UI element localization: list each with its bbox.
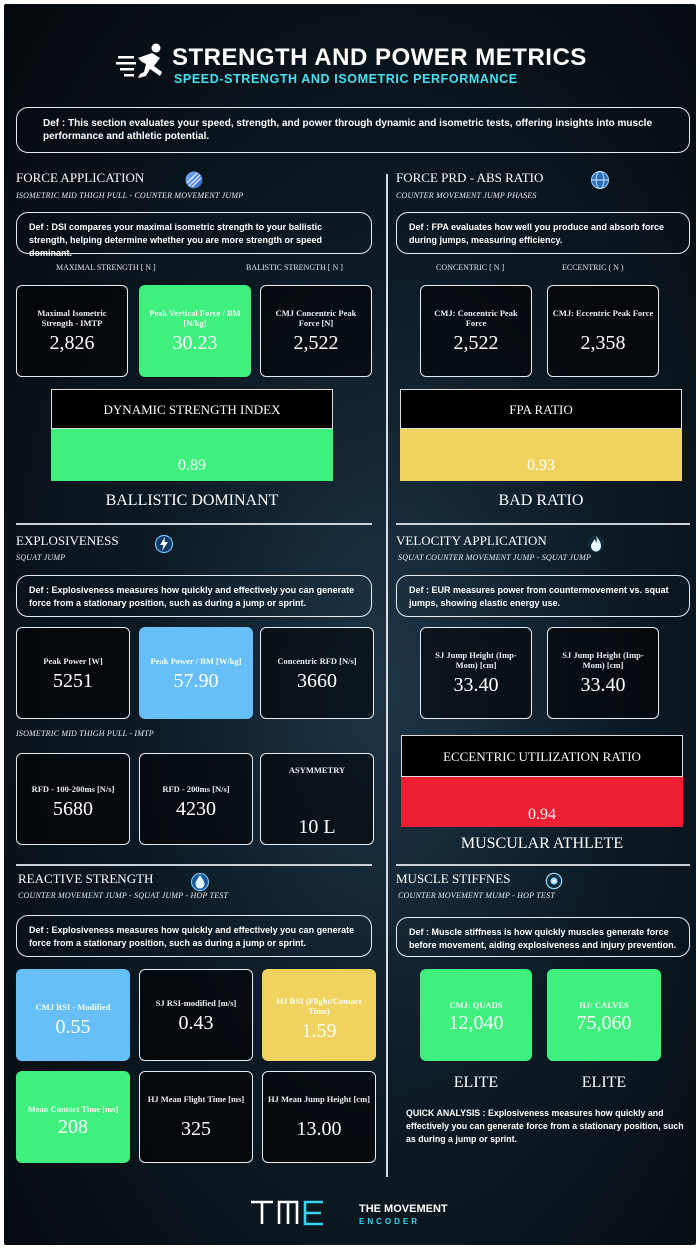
metric-card (260, 285, 372, 377)
metric-card (420, 285, 532, 377)
metric-label: Peak Vertical Force / BM [N/kg] (149, 308, 241, 328)
metric-card (139, 1071, 253, 1163)
reactive-strength-title: REACTIVE STRENGTH (18, 871, 154, 886)
metric-label: ASYMMETRY (288, 765, 346, 775)
section-divider (396, 864, 690, 866)
eur-verdict: MUSCULAR ATHLETE (460, 835, 624, 852)
concentric-header: CONCENTRIC [ N ] (436, 263, 505, 272)
water-drop-icon (190, 872, 210, 892)
metric-label: SJ Jump Height (Imp-Mom) [cm] (562, 650, 644, 670)
velocity-application-subtitle: SQUAT COUNTER MOVEMENT JUMP - SQUAT JUMP (398, 553, 592, 562)
globe-icon (590, 170, 610, 190)
metric-label: Mean Contact Time [ms] (27, 1104, 119, 1114)
metric-value: 10 L (298, 816, 336, 838)
metric-card (547, 285, 659, 377)
metric-label: Peak Power / BM [W/kg] (150, 656, 242, 666)
target-icon (545, 872, 563, 890)
metric-card (260, 753, 374, 845)
section-divider (16, 523, 372, 525)
metric-value: 0.43 (178, 1012, 214, 1034)
metric-value: 0.55 (55, 1016, 91, 1038)
eur-ratio-label: ECCENTRIC UTILIZATION RATIO (401, 735, 683, 777)
force-application-definition: Def : DSI compares your maximal isometric strength to your ballistic strength, helping determine whether you are more strength or speed dominant. (16, 212, 372, 254)
metric-value: 325 (181, 1118, 211, 1140)
reactive-strength-subtitle: COUNTER MOVEMENT JUMP - SQUAT JUMP - HOP TEST (18, 891, 229, 900)
metric-label: CMJ RSI - Modified (35, 1002, 111, 1012)
metric-label: RFD - 100-200ms [N/s] (31, 784, 115, 794)
muscle-stiffness-subtitle: COUNTER MOVEMENT MUMP - HOP TEST (398, 891, 555, 900)
metric-label: SJ Jump Height (Imp-Mom) [cm] (435, 650, 517, 670)
footer-brand: THE MOVEMENT (359, 1203, 448, 1215)
flame-icon (586, 534, 606, 554)
metric-card (547, 627, 659, 719)
metric-label: Peak Power [W] (43, 656, 103, 666)
metric-card (420, 969, 532, 1061)
dashboard-page (4, 4, 696, 1245)
metric-label: HJ RSI (Flight/Contact Time) (276, 996, 362, 1016)
column-divider (386, 174, 388, 1177)
metric-card (260, 627, 374, 719)
metric-label: RFD - 200ms [N/s] (162, 784, 230, 794)
fpa-ratio-label: FPA RATIO (400, 389, 682, 429)
explosiveness-title: EXPLOSIVENESS (16, 533, 119, 548)
metric-card (262, 1071, 376, 1163)
metric-value: 2,358 (580, 332, 626, 354)
sprinter-logo-icon (116, 42, 170, 86)
footer-brand-sub: ENCODER (359, 1217, 421, 1226)
ballistic-strength-header: BALISTIC STRENGTH [ N ] (246, 263, 343, 272)
maximal-strength-header: MAXIMAL STRENGTH [ N ] (56, 263, 156, 272)
metric-value: 3660 (297, 670, 337, 692)
metric-label: Concentric RFD [N/s] (277, 656, 357, 666)
metric-label: CMJ: QUADS (449, 1000, 503, 1010)
metric-value: 2,522 (453, 332, 499, 354)
metric-value: 75,060 (576, 1012, 632, 1034)
metric-label: HJ: CALVES (579, 1000, 629, 1010)
metric-label: HJ Mean Jump Height [cm] (268, 1094, 370, 1104)
section-definition: Def : This section evaluates your speed, strength, and power through dynamic and isometric tests, offering insights into muscle performance and athletic potential. (16, 107, 690, 153)
metric-card (16, 753, 130, 845)
section-divider (16, 864, 372, 866)
metric-value: 5251 (53, 670, 93, 692)
calves-verdict: ELITE (581, 1074, 627, 1091)
fpa-verdict: BAD RATIO (498, 492, 584, 509)
velocity-application-title: VELOCITY APPLICATION (396, 533, 547, 548)
force-application-title: FORCE APPLICATION (16, 170, 145, 185)
muscle-stiffness-title: MUSCLE STIFFNES (396, 871, 511, 886)
velocity-application-definition: Def : EUR measures power from countermovement vs. squat jumps, showing elastic energy use. (396, 575, 690, 617)
metric-value: 5680 (53, 798, 93, 820)
lightning-icon (154, 534, 174, 554)
metric-value: 33.40 (453, 674, 499, 696)
imtp-subtitle: ISOMETRIC MID THIGH PULL - IMTP (16, 729, 154, 738)
dsi-ratio-value: 0.89 (51, 429, 333, 481)
metric-card (16, 969, 130, 1061)
reactive-strength-definition: Def : Explosiveness measures how quickly and effectively you can generate force from a stationary position, such as during a jump or sprint. (16, 915, 372, 957)
metric-card (16, 627, 130, 719)
page-subtitle: SPEED-STRENGTH AND ISOMETRIC PERFORMANCE (174, 72, 518, 86)
movement-encoder-logo-icon (249, 1198, 463, 1228)
metric-value: 33.40 (580, 674, 626, 696)
quads-verdict: ELITE (453, 1074, 499, 1091)
dsi-ratio-label: DYNAMIC STRENGTH INDEX (51, 389, 333, 429)
metric-value: 13.00 (296, 1118, 342, 1140)
metric-value: 1.59 (301, 1020, 337, 1042)
metric-value: 2,522 (293, 332, 339, 354)
page-title: STRENGTH AND POWER METRICS (172, 44, 587, 71)
metric-card (420, 627, 532, 719)
metric-card (16, 1071, 130, 1163)
eur-ratio-value: 0.94 (401, 777, 683, 827)
metric-value: 30.23 (172, 332, 218, 354)
metric-label: HJ Mean Flight Time [ms] (147, 1094, 245, 1104)
metric-card (262, 969, 376, 1061)
fpa-ratio-value: 0.93 (400, 429, 682, 481)
metric-label: SJ RSI-modified [m/s] (155, 998, 237, 1008)
metric-label: CMJ: Eccentric Peak Force (552, 308, 654, 318)
metric-label: Maximal Isometric Strength - IMTP (37, 308, 107, 328)
muscle-stiffness-definition: Def : Muscle stiffness is how quickly muscles generate force before movement, aiding explosiveness and injury prevention. (396, 917, 690, 957)
metric-value: 12,040 (448, 1012, 504, 1034)
metric-label: CMJ Concentric Peak Force [N] (275, 308, 357, 328)
metric-value: 4230 (176, 798, 216, 820)
metric-card (139, 753, 253, 845)
force-prd-title: FORCE PRD - ABS RATIO (396, 170, 544, 185)
metric-card (139, 627, 253, 719)
eccentric-header: ECCENTRIC ( N ) (562, 263, 624, 272)
explosiveness-definition: Def : Explosiveness measures how quickly and effectively you can generate force from a stationary position, such as during a jump or sprint. (16, 575, 372, 617)
metric-card (139, 285, 251, 377)
force-application-subtitle: ISOMETRIC MID THIGH PULL - COUNTER MOVEMENT JUMP (16, 191, 244, 200)
metric-card (547, 969, 661, 1061)
force-prd-definition: Def : FPA evaluates how well you produce and absorb force during jumps, measuring efficiency. (396, 212, 690, 254)
metric-card (139, 969, 253, 1061)
explosiveness-subtitle: SQUAT JUMP (16, 553, 66, 562)
striped-orb-icon (184, 170, 204, 190)
metric-value: 208 (58, 1116, 88, 1138)
metric-value: 57.90 (173, 670, 219, 692)
dsi-verdict: BALLISTIC DOMINANT (105, 492, 279, 509)
section-divider (396, 523, 690, 525)
metric-label: CMJ: Concentric Peak Force (434, 308, 518, 328)
quick-analysis: QUICK ANALYSIS : Explosiveness measures how quickly and effectively you can generate force from a stationary position, such as during a jump or sprint. (406, 1108, 684, 1144)
force-prd-subtitle: COUNTER MOVEMENT JUMP PHASES (396, 191, 537, 200)
metric-card (16, 285, 128, 377)
metric-value: 2,826 (49, 332, 95, 354)
